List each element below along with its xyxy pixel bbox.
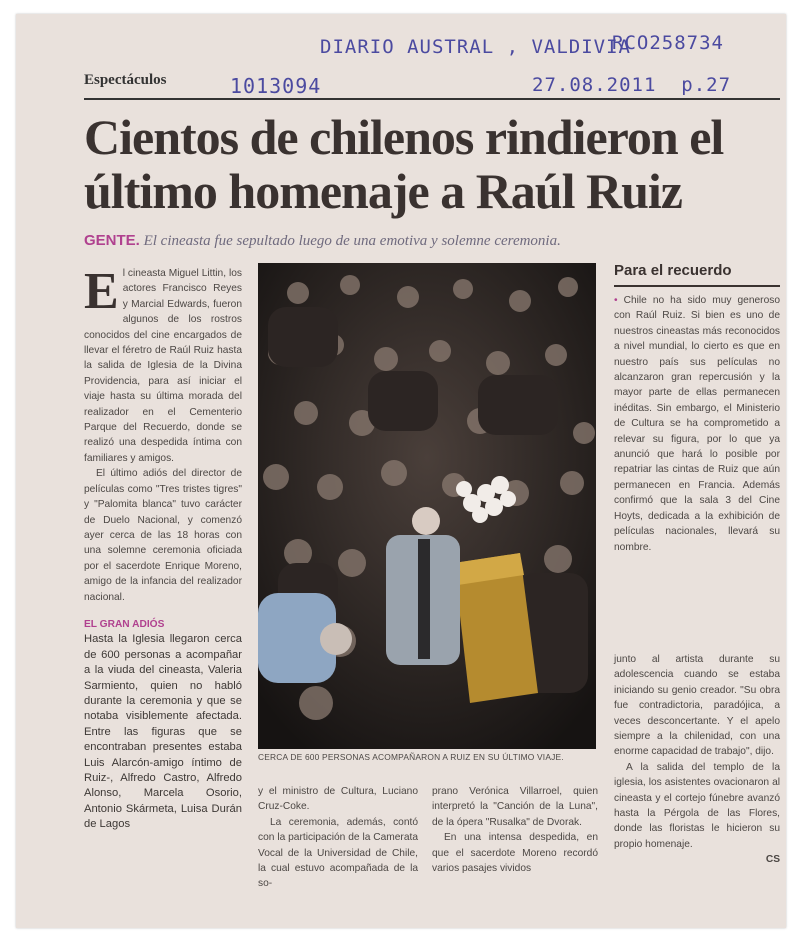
col4-paragraph-2: A la salida del templo de la iglesia, los asistentes ovacionaron al cineasta y el cortejo fúnebre avanzó hasta la Pérgola de las Flores, donde las floristas le hicieron su propio homenaje. [614, 761, 780, 850]
col1-paragraph-1: l cineasta Miguel Littin, los actores Francisco Reyes y Marcial Edwards, fueron algunos de los rostros conocidos del cine encargados de llevar el féretro de Raúl Ruiz hasta la salida de Iglesia de la Divina Providencia, para así iniciar el viaje hasta su última morada del realizador en el Cementerio Parque del Recuerdo, donde se realizó una despedida íntima con familiares y amigos. [84, 268, 242, 464]
col4-paragraph-1: junto al artista durante su adolescencia cuando se estaba iniciando su genio creador. "Su obra fue contradictoria, paradójica, a veces desconcertante. Y el apelo siempre a la chilenidad, con una enorme capacidad de trabajo", dijo. [614, 654, 780, 758]
col4-end-mark: CS [765, 854, 780, 866]
col2-paragraph-1: y el ministro de Cultura, Luciano Cruz-Coke. [258, 786, 418, 813]
column-1 [84, 263, 242, 833]
section-label: Espectáculos [84, 72, 167, 88]
sidebar-text [614, 293, 780, 555]
column-2 [258, 784, 418, 892]
subhead-gran-adios: EL GRAN ADIÓS [84, 618, 165, 630]
bullet-icon: • [614, 295, 624, 306]
handwritten-number: 1013094 [230, 74, 322, 98]
funeral-photo [258, 263, 596, 749]
deck [84, 232, 561, 250]
handwritten-code: RCO258734 [612, 32, 724, 54]
column-3 [432, 784, 598, 876]
deck-tag: GENTE. [84, 232, 140, 249]
photo-caption: CERCA DE 600 PERSONAS ACOMPAÑARON A RUIZ EN SU ÚLTIMO VIAJE. [258, 752, 564, 762]
handwritten-source: DIARIO AUSTRAL , VALDIVIA [320, 36, 631, 58]
handwritten-date: 27.08.2011 p.27 [532, 74, 732, 96]
sidebar-title: Para el recuerdo [614, 262, 732, 279]
sidebar-rule [614, 285, 780, 287]
col1-paragraph-2: El último adiós del director de películas como "Tres tristes tigres" y "Palomita blanca" tuvo carácter de Duelo Nacional, y comenzó ayer cerca de las 18 horas con una solemne ceremonia oficiada por el sacerdote Enrique Moreno, amigo de la infancia del realizador nacional. [84, 468, 242, 603]
col3-paragraph-1: prano Verónica Villarroel, quien interpretó la "Canción de la Luna", de la ópera "Rusalka" de Dvorak. [432, 786, 598, 828]
dropcap: E [84, 263, 119, 320]
funeral-photo-image [258, 263, 596, 749]
sidebar-box [614, 293, 780, 555]
col1-paragraph-3: Hasta la Iglesia llegaron cerca de 600 personas a acompañar a la viuda del cineasta, Valeria Sarmiento, quien no habló durante la ceremonia y que se notaba visiblemente afectada. Entre las figuras que se encontraban presentes estaba Luis Alarcón-amigo íntimo de Ruiz-, Alfredo Castro, Alfredo Alonso, Marcela Osorio, Antonio Skármeta, Luisa Durán de Lagos [84, 633, 242, 831]
headline: Cientos de chilenos rindieron el último homenaje a Raúl Ruiz [84, 109, 724, 219]
column-4 [614, 652, 780, 868]
deck-text: El cineasta fue sepultado luego de una emotiva y solemne ceremonia. [139, 233, 561, 249]
col3-paragraph-2: En una intensa despedida, en que el sacerdote Moreno recordó varios pasajes vividos [432, 832, 598, 875]
col2-paragraph-2: La ceremonia, además, contó con la participación de la Camerata Vocal de la Universidad de Chile, la cual estuvo acompañada de la so- [258, 816, 418, 890]
sidebar-text-body: Chile no ha sido muy generoso con Raúl Ruiz. Si bien es uno de nuestros cineastas más reconocidos a nivel mundial, lo cierto es que en nuestro país sus películas no alcanzaron gran repercusión y la mayor parte de ellas permanecen inéditas. Sin embargo, el Ministerio de Cultura se ha comprometido a relevar su figura, por lo que ya anunció que hará lo posible por repatriar las cintas de Ruiz que aún permanecen en Francia. Además confirmó que la sala 3 del Cine Hoyts, dedicada a la exhibición de películas nacionales, llevará su nombre. [614, 295, 780, 553]
section-rule [84, 98, 780, 100]
